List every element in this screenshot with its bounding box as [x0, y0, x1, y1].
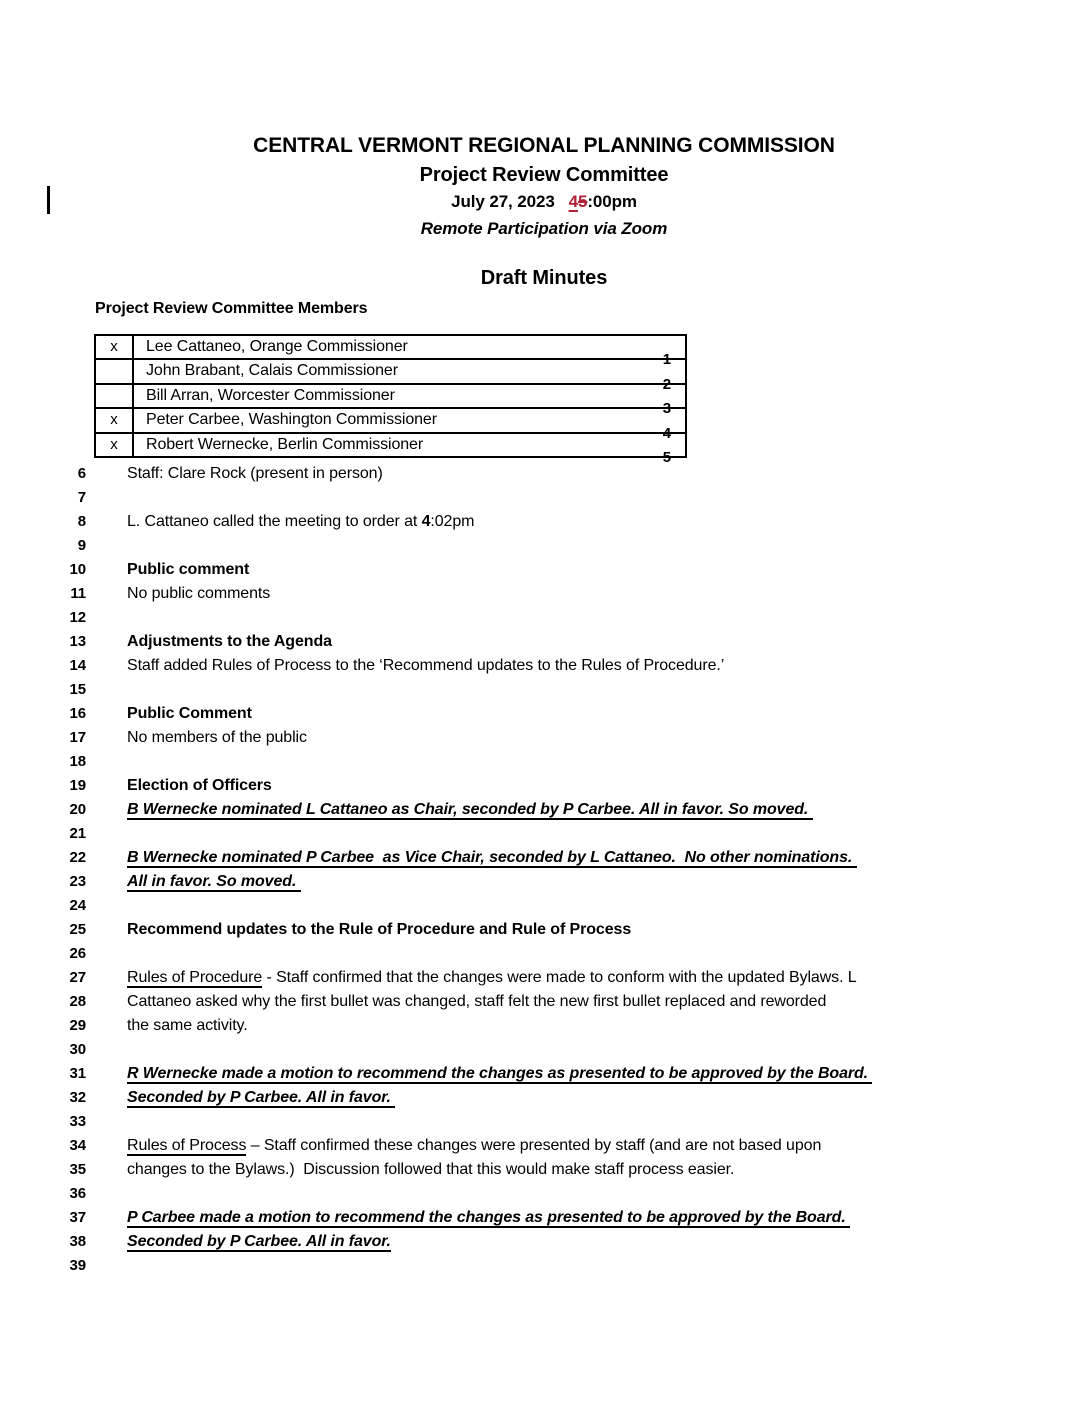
minutes-line: [0, 870, 1088, 894]
minutes-line: [0, 798, 1088, 822]
line-text-segment: Rules of Procedure: [127, 969, 263, 986]
minutes-line: [0, 1206, 1088, 1230]
line-text: [127, 1062, 872, 1086]
minutes-line: [0, 990, 1088, 1014]
line-text: [127, 1134, 821, 1158]
table-line-number: 1: [662, 351, 671, 369]
time-deleted-text: 5: [577, 192, 588, 211]
line-number: 8: [77, 513, 86, 530]
committee-subtitle: Project Review Committee: [419, 164, 669, 186]
line-text-segment: - Staff confirmed that the changes were made to conform with the updated Bylaws. L: [262, 969, 857, 986]
line-text-segment: No members of the public: [127, 729, 307, 746]
line-number: 36: [69, 1185, 86, 1202]
line-number: 39: [69, 1257, 86, 1274]
line-number: 21: [69, 825, 86, 842]
line-number: 15: [69, 681, 86, 698]
table-line-number: 4: [662, 424, 671, 442]
line-number: 25: [69, 921, 86, 938]
presence-mark: x: [96, 434, 134, 456]
minutes-line: [0, 1014, 1088, 1038]
line-number: 34: [69, 1137, 86, 1154]
presence-mark: x: [96, 336, 134, 358]
member-name: Bill Arran, Worcester Commissioner: [146, 386, 395, 404]
line-number: 10: [69, 561, 86, 578]
member-name: Peter Carbee, Washington Commissioner: [146, 411, 437, 429]
line-text: [127, 702, 252, 726]
line-text: [127, 870, 301, 894]
line-text: [127, 1158, 734, 1182]
presence-mark: [96, 385, 134, 407]
time-suffix: :00pm: [587, 192, 637, 211]
line-text: [127, 726, 307, 750]
line-text: [127, 1230, 391, 1254]
minutes-line: [0, 1134, 1088, 1158]
line-text: [127, 630, 332, 654]
line-number: 6: [77, 465, 86, 482]
line-text: [127, 1086, 395, 1110]
line-text-segment: B Wernecke nominated P Carbee as Vice Chair, seconded by L Cattaneo. No other nominations.: [127, 849, 857, 866]
doc-title: Draft Minutes: [480, 267, 608, 289]
minutes-line: [0, 486, 1088, 510]
line-number: 29: [69, 1017, 86, 1034]
attendance-row: [96, 336, 685, 369]
attendance-table: [94, 334, 687, 466]
line-text-segment: Cattaneo asked why the first bullet was changed, staff felt the new first bullet replaced and reworded: [127, 993, 827, 1010]
member-name: John Brabant, Calais Commissioner: [146, 362, 398, 380]
minutes-line: [0, 726, 1088, 750]
line-text: [127, 1206, 850, 1230]
line-text-segment: Adjustments to the Agenda: [127, 633, 332, 650]
line-number: 22: [69, 849, 86, 866]
line-text-segment: – Staff confirmed these changes were presented by staff (and are not based upon: [246, 1137, 822, 1154]
minutes-line: [0, 654, 1088, 678]
line-number: 30: [69, 1041, 86, 1058]
line-text-segment: :02pm: [430, 513, 475, 530]
line-number: 17: [69, 729, 86, 746]
minutes-line: [0, 942, 1088, 966]
minutes-line: [0, 606, 1088, 630]
line-text: [127, 846, 857, 870]
meeting-dateline: [0, 192, 1088, 212]
minutes-line: [0, 582, 1088, 606]
minutes-line: [0, 1038, 1088, 1062]
members-heading: Project Review Committee Members: [95, 300, 368, 317]
minutes-lines: [0, 462, 1088, 1278]
line-number: 35: [69, 1161, 86, 1178]
line-text-segment: Election of Officers: [127, 777, 272, 794]
line-number: 31: [69, 1065, 86, 1082]
line-text-segment: Rules of Process: [127, 1137, 247, 1154]
line-number: 37: [69, 1209, 86, 1226]
line-number: 33: [69, 1113, 86, 1130]
meeting-location: Remote Participation via Zoom: [420, 219, 668, 238]
line-number: 14: [69, 657, 86, 674]
minutes-line: [0, 678, 1088, 702]
time-inserted-text: 4: [568, 192, 578, 211]
minutes-line: [0, 918, 1088, 942]
line-number: 7: [77, 489, 86, 506]
minutes-line: [0, 1086, 1088, 1110]
table-line-number: 2: [662, 375, 671, 393]
minutes-line: [0, 1182, 1088, 1206]
commission-title: CENTRAL VERMONT REGIONAL PLANNING COMMISSION: [253, 134, 835, 157]
line-text: [127, 1014, 248, 1038]
line-text-segment: P Carbee made a motion to recommend the changes as presented to be approved by the Board.: [127, 1209, 851, 1226]
line-text: [127, 558, 249, 582]
line-text-segment: No public comments: [127, 585, 271, 602]
table-line-number: 5: [662, 448, 671, 466]
line-text-segment: changes to the Bylaws.) Discussion followed that this would make staff process easier.: [127, 1161, 735, 1178]
member-name: Robert Wernecke, Berlin Commissioner: [146, 435, 424, 453]
line-number: 20: [69, 801, 86, 818]
minutes-line: [0, 510, 1088, 534]
line-number: 26: [69, 945, 86, 962]
line-text: [127, 462, 383, 486]
minutes-line: [0, 750, 1088, 774]
presence-mark: [96, 360, 134, 382]
line-text-segment: All in favor. So moved.: [127, 873, 301, 890]
table-line-number: 3: [662, 400, 671, 418]
minutes-line: [0, 1230, 1088, 1254]
minutes-line: [0, 1254, 1088, 1278]
line-number: 32: [69, 1089, 86, 1106]
line-text: [127, 990, 826, 1014]
line-number: 28: [69, 993, 86, 1010]
line-text-segment: R Wernecke made a motion to recommend the changes as presented to be approved by the Board.: [127, 1065, 873, 1082]
minutes-line: [0, 894, 1088, 918]
minutes-line: [0, 1062, 1088, 1086]
minutes-line: [0, 462, 1088, 486]
attendance-row: [96, 432, 685, 466]
line-number: 16: [69, 705, 86, 722]
line-number: 11: [70, 585, 86, 602]
line-text-segment: L. Cattaneo called the meeting to order at: [127, 513, 422, 530]
line-number: 38: [69, 1233, 86, 1250]
attendance-row: [96, 358, 685, 393]
line-text-segment: Public comment: [127, 561, 250, 578]
line-text-segment: Staff: Clare Rock (present in person): [127, 465, 383, 482]
presence-mark: x: [96, 409, 134, 431]
line-number: 13: [69, 633, 86, 650]
minutes-line: [0, 774, 1088, 798]
line-number: 23: [69, 873, 86, 890]
line-text-segment: the same activity.: [127, 1017, 248, 1034]
line-number: 27: [69, 969, 86, 986]
attendance-row: [96, 407, 685, 442]
line-number: 18: [69, 753, 86, 770]
line-text-segment: Seconded by P Carbee. All in favor.: [127, 1233, 391, 1250]
line-number: 12: [69, 609, 86, 626]
line-text: [127, 918, 631, 942]
minutes-line: [0, 558, 1088, 582]
line-text: [127, 966, 857, 990]
minutes-line: [0, 534, 1088, 558]
line-number: 24: [69, 897, 86, 914]
member-name: Lee Cattaneo, Orange Commissioner: [146, 338, 408, 355]
line-text-segment: Seconded by P Carbee. All in favor.: [127, 1089, 396, 1106]
line-number: 19: [69, 777, 86, 794]
line-text: [127, 510, 474, 534]
line-text-segment: Public Comment: [127, 705, 252, 722]
line-text: [127, 654, 724, 678]
minutes-line: [0, 630, 1088, 654]
minutes-line: [0, 1110, 1088, 1134]
line-number: 9: [77, 537, 86, 554]
line-text-segment: Recommend updates to the Rule of Procedure and Rule of Process: [127, 921, 632, 938]
minutes-line: [0, 1158, 1088, 1182]
line-text: [127, 582, 270, 606]
meeting-date: July 27, 2023: [451, 192, 569, 211]
line-text-segment: 4: [421, 513, 431, 530]
line-text: [127, 774, 272, 798]
attendance-row: [96, 383, 685, 418]
line-text-segment: Staff added Rules of Process to the ‘Recommend updates to the Rules of Procedure.’: [127, 657, 725, 674]
minutes-line: [0, 822, 1088, 846]
line-text: [127, 798, 813, 822]
minutes-line: [0, 966, 1088, 990]
minutes-line: [0, 846, 1088, 870]
line-text-segment: B Wernecke nominated L Cattaneo as Chair, seconded by P Carbee. All in favor. So moved.: [127, 801, 813, 818]
minutes-line: [0, 702, 1088, 726]
